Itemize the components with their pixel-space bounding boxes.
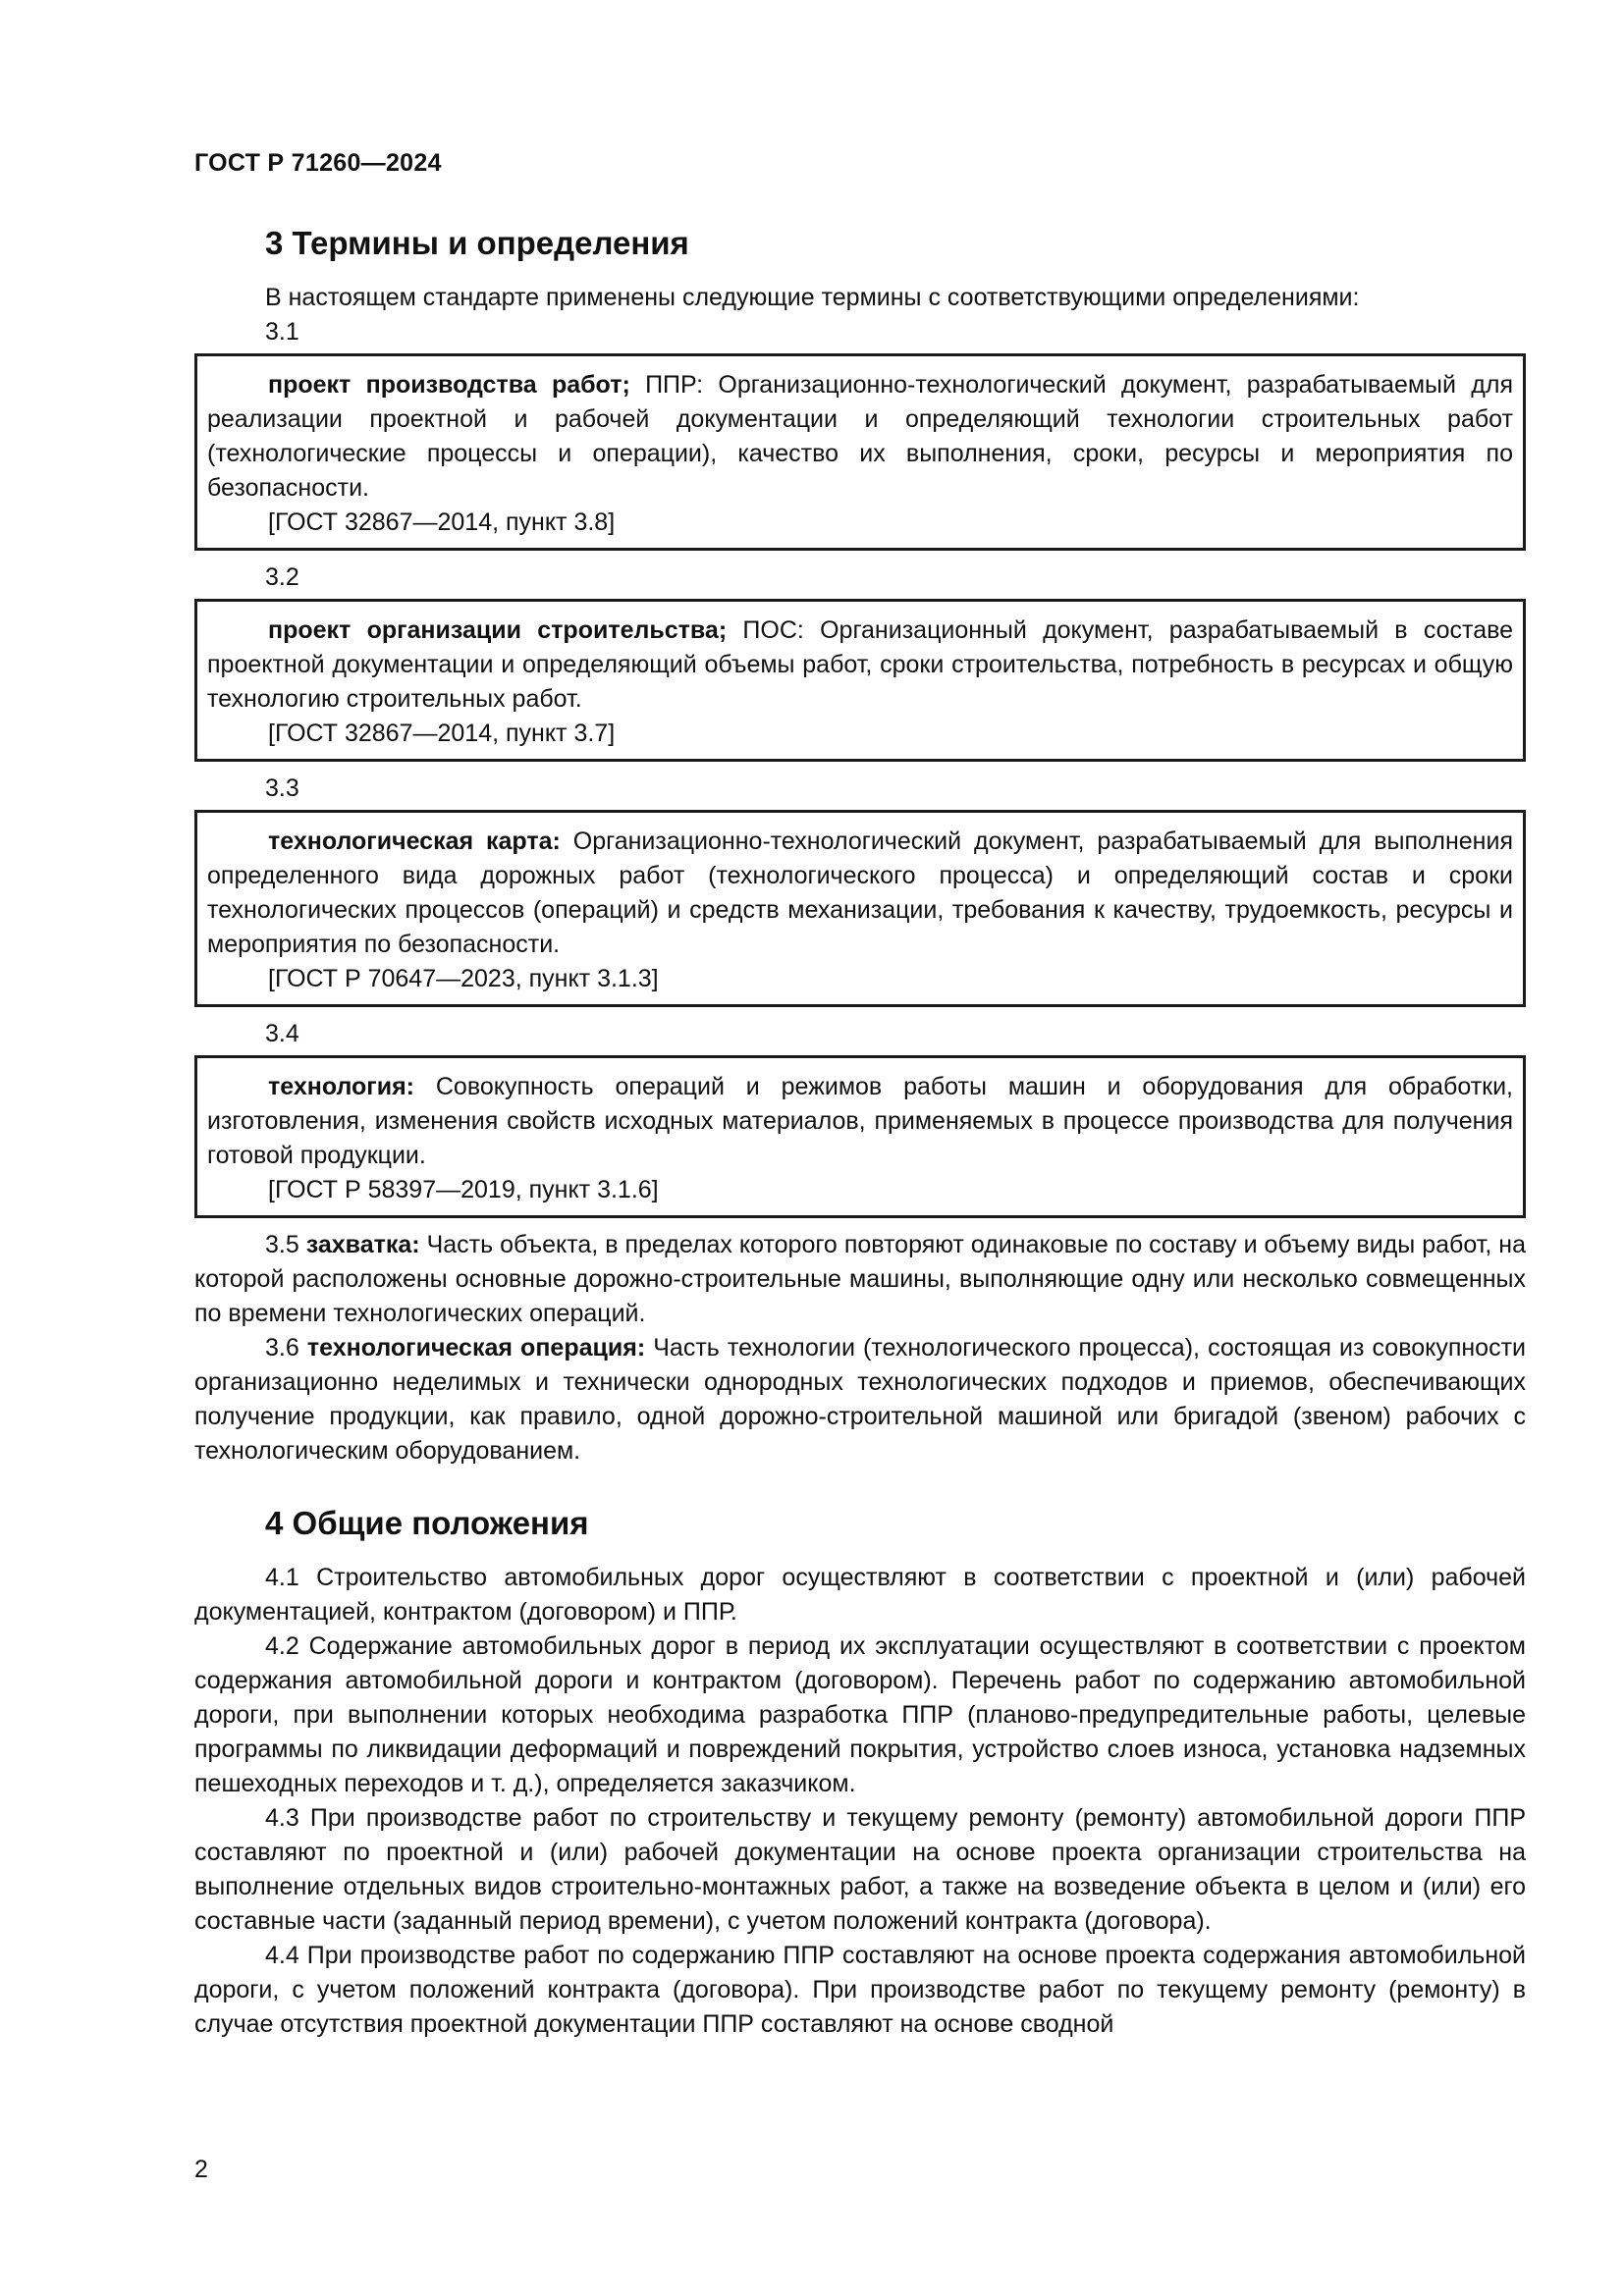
term-box [194, 1055, 1526, 1218]
term-source: [ГОСТ 32867—2014, пункт 3.8] [268, 508, 616, 536]
term-box [194, 599, 1526, 762]
term-box [194, 810, 1526, 1007]
term-name: технологическая карта: [268, 828, 561, 855]
inline-term-name: технологическая операция: [306, 1334, 646, 1362]
page-number: 2 [194, 2156, 208, 2183]
term-definition [207, 825, 1513, 962]
term-name: проект организации строительства; [268, 616, 728, 644]
section-3-intro: В настоящем стандарте применены следующие термины с соответствующими определениями: [265, 284, 1360, 311]
term-source: [ГОСТ Р 58397—2019, пункт 3.1.6] [268, 1176, 659, 1203]
term-box [194, 353, 1526, 551]
term-definition [207, 1070, 1513, 1173]
term-source: [ГОСТ 32867—2014, пункт 3.7] [268, 720, 616, 747]
section-3-title: 3 Термины и определения [265, 225, 689, 261]
term-text: Совокупность операций и режимов работы машин и оборудования для обработки, изготовления, изменения свойств исходных материалов, применяемых в процессе производства для получения готовой продукции. [207, 1073, 1513, 1169]
term-number: 3.2 [265, 563, 299, 591]
inline-term [194, 1331, 1526, 1468]
term-definition [207, 368, 1513, 506]
document-code-header: ГОСТ Р 71260—2024 [194, 149, 442, 177]
paragraph-4-3: 4.3 При производстве работ по строительству и текущему ремонту (ремонту) автомобильной дороги ППР составляют по проектной и (или) рабочей документации на основе проекта организации строительства на выполнение отдельных видов строительно-монтажных работ, а также на возведение объекта в целом и (или) его составные части (заданный период времени), с учетом положений контракта (договора). [194, 1804, 1526, 1935]
inline-term-text: Часть технологии (технологического процесса), состоящая из совокупности организационно неделимых и технически однородных технологических подходов и приемов, обеспечивающих получение продукции, как правило, одной дорожно-строительной машиной или бригадой (звеном) рабочих с технологическим оборудованием. [194, 1334, 1526, 1465]
paragraph-4-1: 4.1 Строительство автомобильных дорог осуществляют в соответствии с проектной и (или) рабочей документацией, контрактом (договором) и ППР. [194, 1564, 1526, 1626]
term-text: Организационно-технологический документ, разрабатываемый для выполнения определенного вида дорожных работ (технологического процесса) и определяющий состав и сроки технологических процессов (операций) и средств механизации, требования к качеству, трудоемкость, ресурсы и мероприятия по безопасности. [207, 828, 1513, 958]
term-number: 3.4 [265, 1020, 299, 1047]
inline-term-name: захватка: [305, 1231, 420, 1258]
inline-term [194, 1228, 1526, 1331]
paragraph-4-2: 4.2 Содержание автомобильных дорог в период их эксплуатации осуществляют в соответствии с проектом содержания автомобильной дороги и контрактом (договором). Перечень работ по содержанию автомобильной дороги, при выполнении которых необходима разработка ППР (планово-предупредительные работы, целевые программы по ликвидации деформаций и повреждений покрытия, устройство слоев износа, установка надземных пешеходных переходов и т. д.), определяется заказчиком. [194, 1632, 1526, 1797]
paragraph-4-4: 4.4 При производстве работ по содержанию ППР составляют на основе проекта содержания автомобильной дороги, с учетом положений контракта (договора). При производстве работ по текущему ремонту (ремонту) в случае отсутствия проектной документации ППР составляют на основе сводной [194, 1942, 1526, 2038]
page-content [194, 224, 1526, 2042]
term-name: проект производства работ; [268, 371, 630, 399]
term-source: [ГОСТ Р 70647—2023, пункт 3.1.3] [268, 965, 659, 992]
inline-term-text: Часть объекта, в пределах которого повторяют одинаковые по составу и объему виды работ, на которой расположены основные дорожно-строительные машины, выполняющие одну или несколько совмещенных по времени технологических операций. [194, 1231, 1526, 1327]
term-text: ПОС: Организационный документ, разрабатываемый в составе проектной документации и определяющий объемы работ, сроки строительства, потребность в ресурсах и общую технологию строительных работ. [207, 616, 1514, 713]
term-number: 3.1 [265, 318, 299, 346]
section-4-title: 4 Общие положения [265, 1505, 589, 1541]
inline-term-number: 3.6 [265, 1334, 299, 1362]
inline-term-number: 3.5 [265, 1231, 299, 1258]
term-text: ППР: Организационно-технологический документ, разрабатываемый для реализации проектной и рабочей документации и определяющий технологии строительных работ (технологические процессы и операции), качество их выполнения, сроки, ресурсы и мероприятия по безопасности. [207, 371, 1513, 502]
term-number: 3.3 [265, 774, 299, 802]
term-definition [207, 614, 1513, 717]
term-name: технология: [268, 1073, 414, 1100]
